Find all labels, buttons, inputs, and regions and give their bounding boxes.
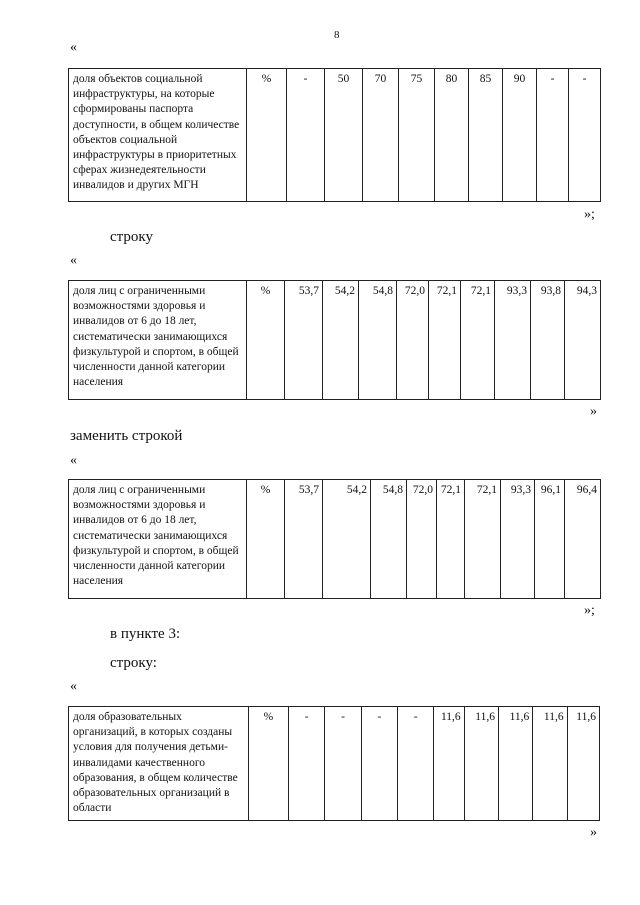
value-cell: 11,6 bbox=[498, 707, 532, 821]
unit-cell: % bbox=[248, 707, 288, 821]
value-cell: - bbox=[289, 707, 325, 821]
value-cell: 54,2 bbox=[323, 480, 371, 599]
indicator-description: доля образовательных организаций, в которых созданы условия для получения детьми-инвалидами качественного образования, в общем количестве образовательных организаций в области bbox=[69, 707, 249, 821]
value-cell: 94,3 bbox=[565, 281, 601, 400]
value-cell: 80 bbox=[435, 69, 469, 202]
open-quote: « bbox=[70, 40, 77, 55]
close-quote: »; bbox=[584, 207, 595, 222]
instruction-text: строку bbox=[110, 229, 153, 245]
value-cell: 90 bbox=[503, 69, 537, 202]
value-cell: - bbox=[287, 69, 325, 202]
close-quote: »; bbox=[584, 603, 595, 618]
value-cell: - bbox=[361, 707, 397, 821]
value-cell: 11,6 bbox=[464, 707, 498, 821]
indicator-description: доля лиц с ограниченными возможностями здоровья и инвалидов от 6 до 18 лет, систематически занимающихся физкультурой и спортом, в общей численности данной категории населения bbox=[69, 281, 247, 400]
value-cell: 11,6 bbox=[434, 707, 464, 821]
value-cell: 93,3 bbox=[495, 281, 531, 400]
instruction-text: в пункте 3: bbox=[110, 626, 181, 642]
close-quote: » bbox=[590, 825, 597, 840]
value-cell: 11,6 bbox=[533, 707, 567, 821]
value-cell: 72,0 bbox=[407, 480, 437, 599]
open-quote: « bbox=[70, 679, 77, 694]
instruction-text: заменить строкой bbox=[70, 428, 183, 444]
indicator-table bbox=[68, 68, 601, 202]
table-row bbox=[69, 281, 601, 400]
value-cell: 93,8 bbox=[531, 281, 565, 400]
indicator-table bbox=[68, 479, 601, 599]
value-cell: 50 bbox=[325, 69, 363, 202]
instruction-text: строку: bbox=[110, 655, 157, 671]
unit-cell: % bbox=[247, 69, 287, 202]
value-cell: 72,1 bbox=[437, 480, 465, 599]
value-cell: 53,7 bbox=[285, 480, 323, 599]
value-cell: - bbox=[569, 69, 601, 202]
value-cell: - bbox=[398, 707, 434, 821]
value-cell: 72,1 bbox=[429, 281, 461, 400]
table-row bbox=[69, 69, 601, 202]
indicator-table bbox=[68, 706, 600, 821]
value-cell: 54,2 bbox=[323, 281, 359, 400]
table-row bbox=[69, 707, 600, 821]
value-cell: - bbox=[537, 69, 569, 202]
close-quote: » bbox=[590, 404, 597, 419]
value-cell: 93,3 bbox=[501, 480, 535, 599]
page-number: 8 bbox=[334, 29, 340, 41]
value-cell: 54,8 bbox=[371, 480, 407, 599]
unit-cell: % bbox=[247, 480, 285, 599]
value-cell: 70 bbox=[363, 69, 399, 202]
indicator-description: доля объектов социальной инфраструктуры, на которые сформированы паспорта доступности, в общем количестве объектов социальной инфраструктуры в приоритетных сферах жизнедеятельности инвалидов и других МГН bbox=[69, 69, 247, 202]
indicator-description: доля лиц с ограниченными возможностями здоровья и инвалидов от 6 до 18 лет, систематически занимающихся физкультурой и спортом, в общей численности данной категории населения bbox=[69, 480, 247, 599]
value-cell: 53,7 bbox=[285, 281, 323, 400]
table-row bbox=[69, 480, 601, 599]
value-cell: 75 bbox=[399, 69, 435, 202]
value-cell: 72,0 bbox=[397, 281, 429, 400]
open-quote: « bbox=[70, 453, 77, 468]
open-quote: « bbox=[70, 253, 77, 268]
value-cell: 11,6 bbox=[567, 707, 599, 821]
unit-cell: % bbox=[247, 281, 285, 400]
value-cell: 72,1 bbox=[461, 281, 495, 400]
value-cell: 54,8 bbox=[359, 281, 397, 400]
value-cell: 96,1 bbox=[535, 480, 565, 599]
indicator-table bbox=[68, 280, 601, 400]
value-cell: 72,1 bbox=[465, 480, 501, 599]
value-cell: - bbox=[325, 707, 361, 821]
value-cell: 85 bbox=[469, 69, 503, 202]
value-cell: 96,4 bbox=[565, 480, 601, 599]
